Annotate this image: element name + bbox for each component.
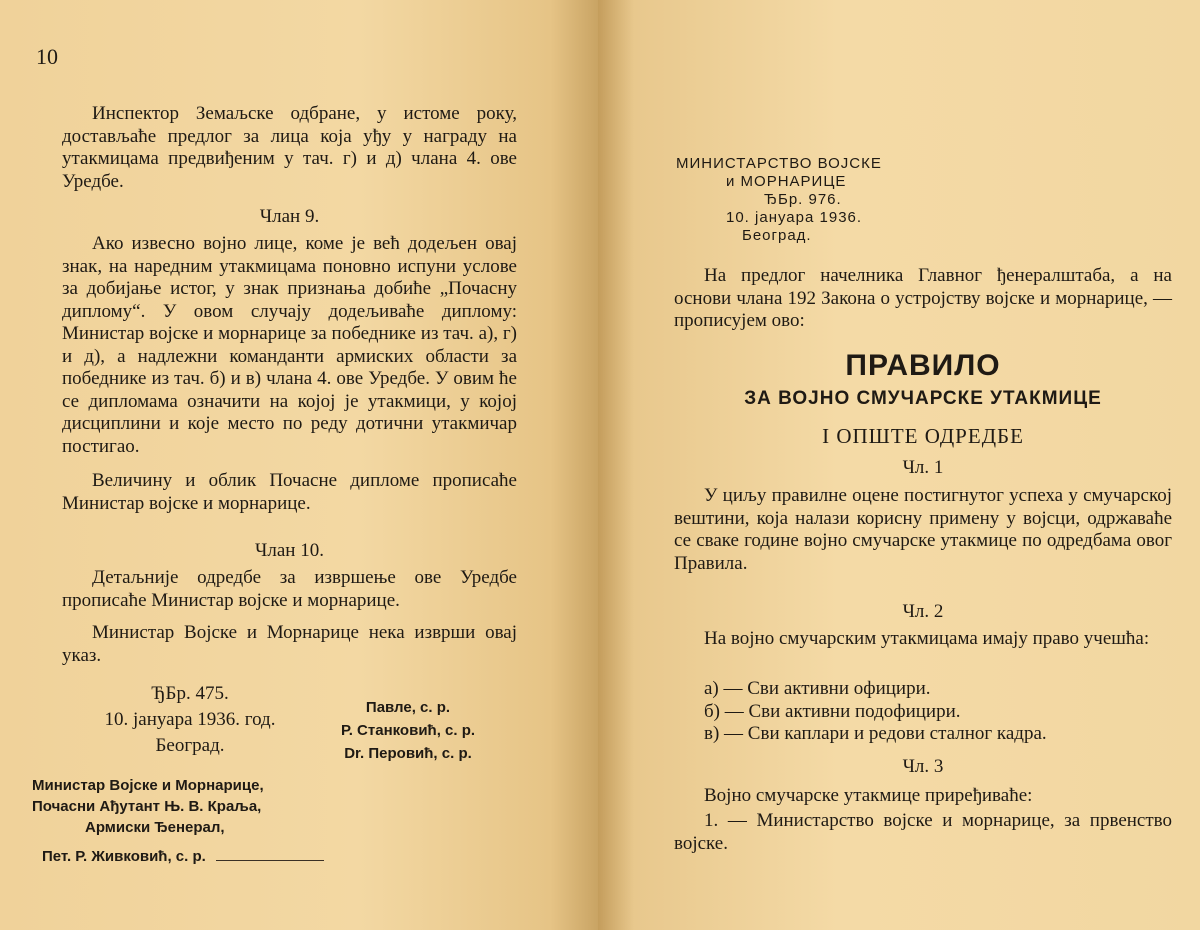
list-item: 1. — Министарство војске и морнарице, за првенство војске. (674, 810, 1172, 854)
article-9-body (62, 233, 517, 515)
minister-line: Пет. Р. Живковић, с. р. (42, 848, 206, 865)
signatory: Dr. Перовић, с. р. (344, 745, 472, 762)
article-9-heading: Члан 9. (259, 206, 320, 227)
decree-reference (60, 681, 320, 759)
reference-number: ЂБр. 475. (151, 683, 229, 704)
header-line: 10. јануара 1936. (726, 209, 863, 226)
document-title: ПРАВИЛО (845, 349, 1001, 382)
minister-line: Министар Војске и Морнарице, (32, 777, 264, 794)
article-2-list (704, 678, 1172, 746)
header-line: и МОРНАРИЦЕ (726, 173, 847, 190)
ministry-header (676, 155, 976, 245)
article-3-heading: Чл. 3 (902, 756, 944, 777)
paragraph: Војно смучарске утакмице приређиваће: (704, 785, 1033, 806)
article-1-body (674, 485, 1172, 575)
section-heading: I ОПШТЕ ОДРЕДБЕ (822, 424, 1024, 448)
intro (674, 265, 1172, 333)
article-10-body (62, 567, 517, 612)
list-item: б) — Сви активни подофицири. (704, 700, 961, 722)
paragraph: Ако извесно војно лице, коме је већ додељен овај знак, на наредним утакмицама поновно испуни услове за добијање истог, у знак признања добиће „Почасну диплому“. У овом случају додељиваће диплому: Министар војске и морнарице за победнике из тач. а), г) и д), а надлежни команданти армиских области за победнике из тач. б) и в) члана 4. ове Уредбе. У овим ће се дипломама означити на којој је утакмици, у којој дисциплини и које место по реду дотични утакмичар постигао. (62, 233, 517, 457)
paragraph: На предлог начелника Главног ђенералштаба, а на основи члана 192 Закона о устројству војске и морнарице, — прописујем ово: (674, 265, 1172, 331)
right-page (598, 0, 1200, 930)
article-3-item (674, 810, 1172, 855)
paragraph: На војно смучарским утакмицама имају право учешћа: (704, 628, 1150, 649)
left-page (0, 0, 598, 930)
paragraph: Инспектор Земаљске одбране, у истоме року, достављаће предлог за лица која уђу у награду на утакмицама предвиђеним у тач. г) и д) члана 4. ове Уредбе. (62, 103, 517, 192)
reference-place: Београд. (155, 735, 225, 756)
header-line: МИНИСТАРСТВО ВОЈСКЕ (676, 155, 882, 172)
minister-line: Почасни Ађутант Њ. В. Краља, (32, 798, 262, 815)
reference-date: 10. јануара 1936. год. (104, 709, 276, 730)
paragraph: Величину и облик Почасне дипломе прописаће Министар војске и морнарице. (62, 470, 517, 514)
signatory: Павле, с. р. (365, 699, 451, 716)
document-subtitle: ЗА ВОЈНО СМУЧАРСКЕ УТАКМИЦЕ (744, 388, 1102, 409)
divider-line (216, 860, 324, 861)
article-2-body (674, 628, 1172, 651)
minister-line: Армиски Ђенерал, (85, 819, 225, 836)
page-number: 10 (36, 44, 58, 69)
paragraph: Детаљније одредбе за извршење ове Уредбе прописаће Министар војске и морнарице. (62, 567, 517, 611)
list-item: в) — Сви каплари и редови сталног кадра. (704, 723, 1047, 744)
signatories (318, 696, 498, 765)
article-10-heading: Члан 10. (255, 540, 324, 561)
article-2-heading: Чл. 2 (902, 601, 944, 622)
paragraph: Министар Војске и Морнарице нека изврши овај указ. (62, 622, 517, 666)
header-line: Београд. (742, 227, 812, 244)
signatory: Р. Станковић, с. р. (340, 722, 476, 739)
minister-signature-block (32, 775, 332, 867)
closing-order (62, 622, 517, 667)
article-8-continuation (62, 103, 517, 193)
paragraph: У циљу правилне оцене постигнутог успеха у смучарској вештини, која налази корисну примену у војсци, одржаваће се сваке године војно смучарске утакмице по одредбама овог Правила. (674, 485, 1172, 574)
header-line: ЂБр. 976. (764, 191, 842, 208)
article-1-heading: Чл. 1 (902, 457, 944, 478)
article-3-body (674, 785, 1172, 808)
list-item: а) — Сви активни официри. (704, 678, 931, 699)
